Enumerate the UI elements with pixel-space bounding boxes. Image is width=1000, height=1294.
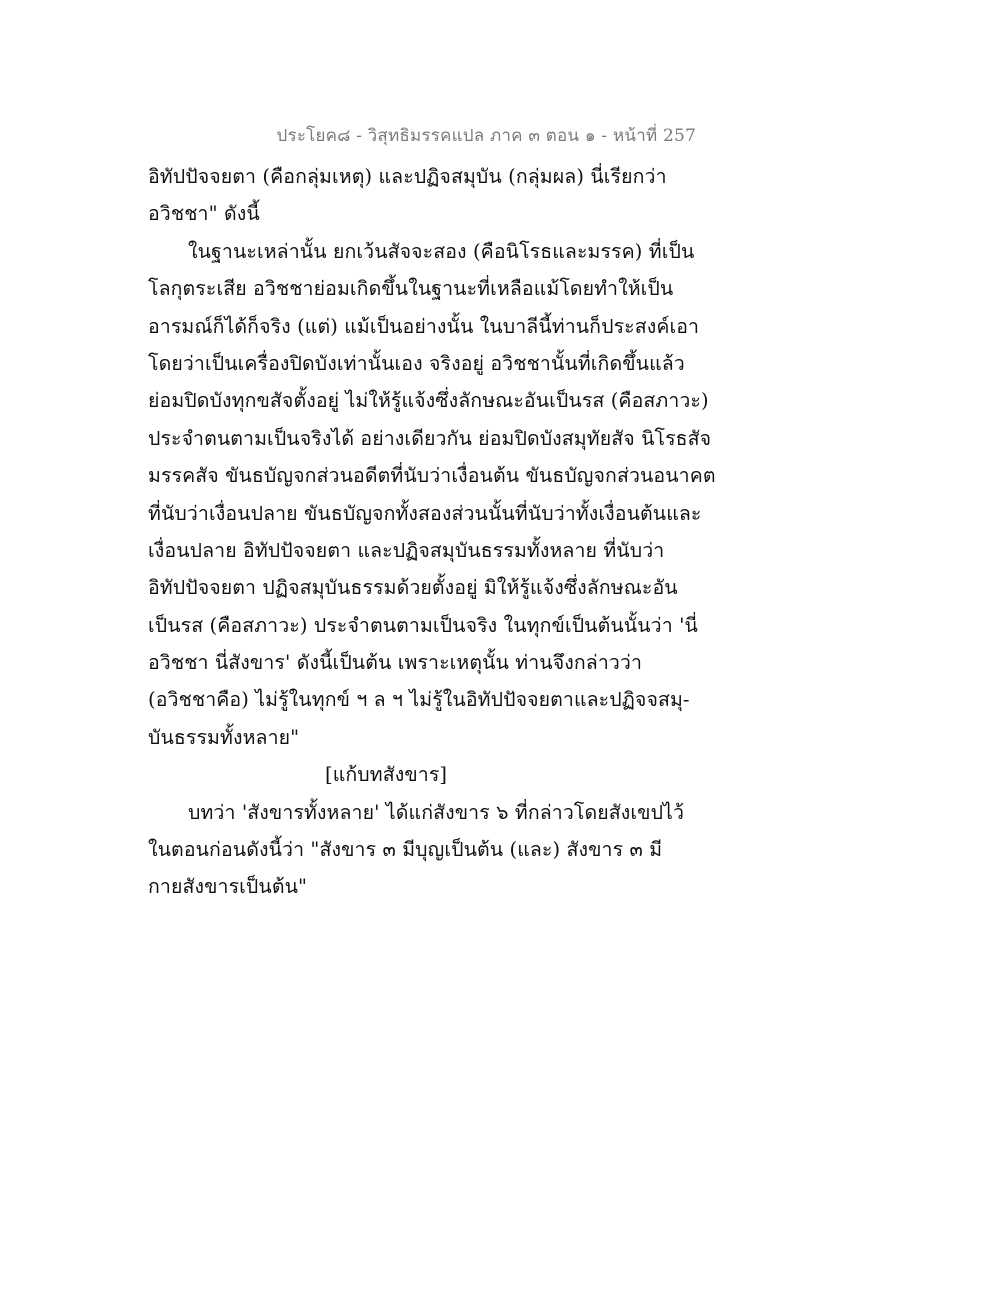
body-text [148,158,716,906]
text-line: ย่อมปิดบังทุกขสัจตั้งอยู่ ไม่ให้รู้แจ้งซึ่งลักษณะอันเป็นรส (คือสภาวะ) [148,389,709,413]
text-line: (อวิชชาคือ) ไม่รู้ในทุกข์ ฯ ล ฯ ไม่รู้ในอิทัปปัจจยตาและปฏิจจสมุ- [148,688,690,712]
text-line: อวิชชา" ดังนี้ [148,202,260,226]
text-line: ที่นับว่าเงื่อนปลาย ขันธบัญจกทั้งสองส่วนนั้นที่นับว่าทั้งเงื่อนต้นและ [148,501,702,525]
text-line: อิทัปปัจจยตา (คือกลุ่มเหตุ) และปฏิจสมุบัน (กลุ่มผล) นี่เรียกว่า [148,165,667,188]
text-line: ประจำตนตามเป็นจริงได้ อย่างเดียวกัน ย่อมปิดบังสมุทัยสัจ นิโรธสัจ [148,426,712,450]
text-line: เป็นรส (คือสภาวะ) ประจำตนตามเป็นจริง ในทุกข์เป็นต้นนั้นว่า 'นี่ [148,613,698,637]
text-line: มรรคสัจ ขันธบัญจกส่วนอดีตที่นับว่าเงื่อนต้น ขันธบัญจกส่วนอนาคต [148,464,716,488]
text-line: โดยว่าเป็นเครื่องปิดบังเท่านั้นเอง จริงอยู่ อวิชชานั้นที่เกิดขึ้นแล้ว [148,351,685,375]
text-line: กายสังขารเป็นต้น" [148,875,308,899]
text-line: อิทัปปัจจยตา ปฏิจสมุบันธรรมด้วยตั้งอยู่ มิให้รู้แจ้งซึ่งลักษณะอัน [148,576,678,600]
text-line: อวิชชา นี่สังขาร' ดังนี้เป็นต้น เพราะเหตุนั้น ท่านจึงกล่าวว่า [148,651,643,675]
section-heading: [แก้บทสังขาร] [325,763,448,787]
text-line: โลกุตระเสีย อวิชชาย่อมเกิดขึ้นในฐานะที่เหลือแม้โดยทำให้เป็น [148,277,674,301]
paragraph-start: ในฐานะเหล่านั้น ยกเว้นสัจจะสอง (คือนิโรธและมรรค) ที่เป็น [188,239,695,263]
paragraph-start: บทว่า 'สังขารทั้งหลาย' ได้แก่สังขาร ๖ ที่กล่าวโดยสังเขปไว้ [188,800,685,824]
text-line: อารมณ์ก็ได้ก็จริง (แต่) แม้เป็นอย่างนั้น ในบาลีนี้ท่านก็ประสงค์เอา [148,314,700,338]
text-line: บันธรรมทั้งหลาย" [148,725,300,749]
running-header: ประโยค๘ - วิสุทธิมรรคแปล ภาค ๓ ตอน ๑ - หน้าที่ 257 [276,126,696,146]
text-line: เงื่อนปลาย อิทัปปัจจยตา และปฏิจสมุบันธรรมทั้งหลาย ที่นับว่า [148,538,665,562]
text-line: ในตอนก่อนดังนี้ว่า "สังขาร ๓ มีบุญเป็นต้น (และ) สังขาร ๓ มี [148,838,663,862]
